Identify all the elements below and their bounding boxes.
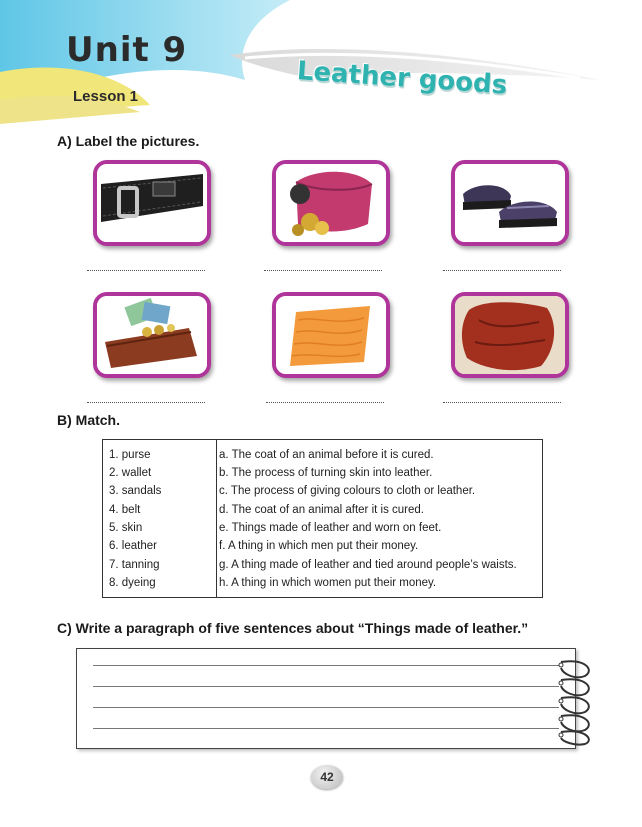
writing-line[interactable] xyxy=(93,707,559,708)
section-a-heading: A) Label the pictures. xyxy=(57,133,200,149)
spiral-binding-icon xyxy=(555,656,605,746)
match-word: 5. skin xyxy=(109,522,143,534)
lesson-title: Lesson 1 xyxy=(73,88,139,105)
match-table xyxy=(102,439,543,598)
table-row xyxy=(103,482,542,500)
section-b-heading: B) Match. xyxy=(57,412,120,428)
table-row xyxy=(103,519,542,537)
page-number: 42 xyxy=(311,765,343,789)
match-word: 1. purse xyxy=(109,449,151,461)
writing-line[interactable] xyxy=(93,728,559,729)
unit-title: Unit 9 xyxy=(66,30,188,70)
match-definition: a. The coat of an animal before it is cured. xyxy=(219,449,434,461)
match-definition: d. The coat of an animal after it is cured. xyxy=(219,504,424,516)
answer-line-6[interactable] xyxy=(443,402,561,403)
match-definition: c. The process of giving colours to cloth or leather. xyxy=(219,485,476,497)
table-row xyxy=(103,464,542,482)
section-c-heading: C) Write a paragraph of five sentences about “Things made of leather.” xyxy=(57,620,529,636)
match-definition: f. A thing in which men put their money. xyxy=(219,540,419,552)
answer-line-3[interactable] xyxy=(443,270,561,271)
answer-line-4[interactable] xyxy=(87,402,205,403)
table-row xyxy=(103,537,542,555)
match-definition: h. A thing in which women put their money. xyxy=(219,577,437,589)
table-row xyxy=(103,574,542,592)
match-word: 4. belt xyxy=(109,504,141,516)
animal-skin-photo xyxy=(451,292,569,378)
match-word: 7. tanning xyxy=(109,559,160,571)
match-word: 6. leather xyxy=(109,540,157,552)
writing-notebook[interactable] xyxy=(76,648,576,749)
match-definition: b. The process of turning skin into leather. xyxy=(219,467,433,479)
table-row xyxy=(103,501,542,519)
purse-photo xyxy=(272,160,390,246)
match-word: 3. sandals xyxy=(109,485,162,497)
sandals-photo xyxy=(451,160,569,246)
answer-line-2[interactable] xyxy=(264,270,382,271)
writing-line[interactable] xyxy=(93,665,559,666)
writing-line[interactable] xyxy=(93,686,559,687)
match-word: 8. dyeing xyxy=(109,577,156,589)
table-row xyxy=(103,556,542,574)
table-row xyxy=(103,446,542,464)
match-definition: g. A thing made of leather and tied around people’s waists. xyxy=(219,559,517,571)
belt-photo xyxy=(93,160,211,246)
match-definition: e. Things made of leather and worn on feet. xyxy=(219,522,442,534)
answer-line-1[interactable] xyxy=(87,270,205,271)
topic-title: Leather goods xyxy=(295,56,509,101)
wallet-photo xyxy=(93,292,211,378)
answer-line-5[interactable] xyxy=(266,402,384,403)
match-word: 2. wallet xyxy=(109,467,152,479)
leather-photo xyxy=(272,292,390,378)
